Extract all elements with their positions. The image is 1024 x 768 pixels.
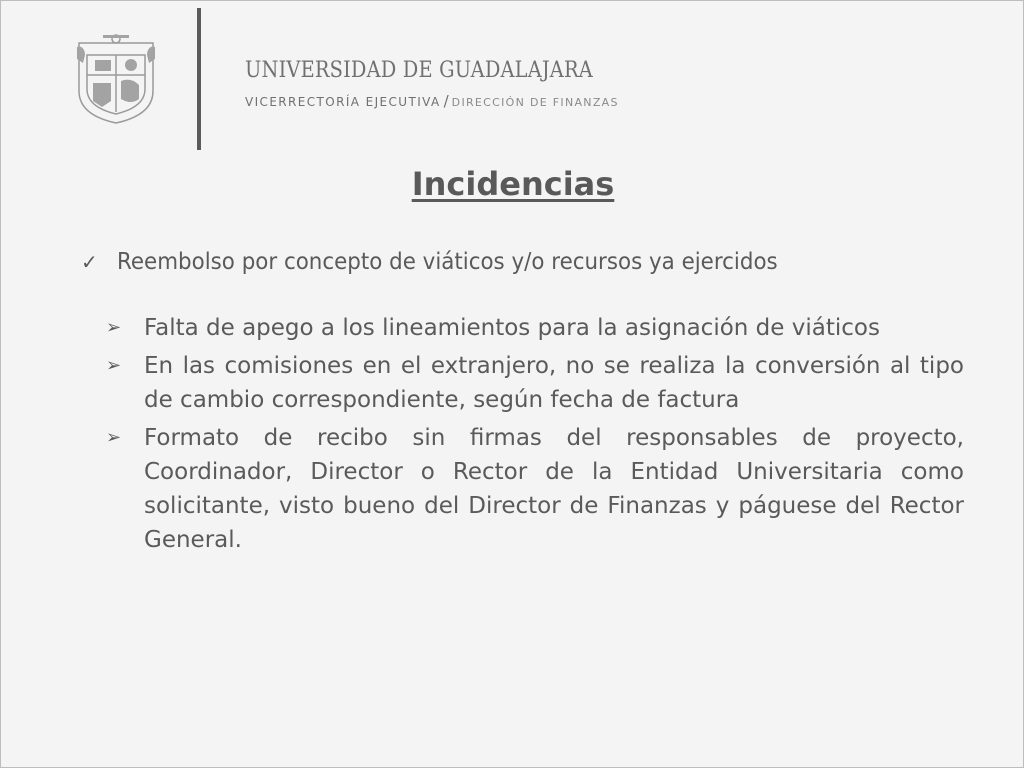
bullet-list <box>106 311 964 561</box>
university-seal-icon <box>73 33 159 125</box>
arrow-bullet-icon: ➢ <box>106 427 122 448</box>
list-item-text: Falta de apego a los lineamientos para la asignación de viáticos <box>144 315 880 341</box>
checkmark-icon: ✓ <box>81 250 98 274</box>
university-name: UNIVERSIDAD DE GUADALAJARA <box>245 58 593 83</box>
check-item-text: Reembolso por concepto de viáticos y/o recursos ya ejercidos <box>117 249 778 275</box>
list-item-text: En las comisiones en el extranjero, no se realiza la conversión al tipo de cambio correspondiente, según fecha de factura <box>144 353 964 413</box>
header-subtitle <box>245 92 619 110</box>
list-item <box>106 311 964 345</box>
slide-title: Incidencias <box>411 165 615 203</box>
list-item-text: Formato de recibo sin firmas del responsables de proyecto, Coordinador, Director o Rector de la Entidad Universitaria como solicitante, visto bueno del Director de Finanzas y páguese del Rector General. <box>144 425 964 553</box>
header-separator: / <box>443 92 449 110</box>
list-item <box>106 349 964 417</box>
direccion-label: DIRECCIÓN DE FINANZAS <box>451 96 619 109</box>
check-item <box>81 249 827 275</box>
header-divider <box>197 8 201 150</box>
arrow-bullet-icon: ➢ <box>106 317 122 338</box>
arrow-bullet-icon: ➢ <box>106 355 122 376</box>
vicerrectoria-label: VICERRECTORÍA EJECUTIVA <box>245 95 441 109</box>
list-item <box>106 421 964 557</box>
